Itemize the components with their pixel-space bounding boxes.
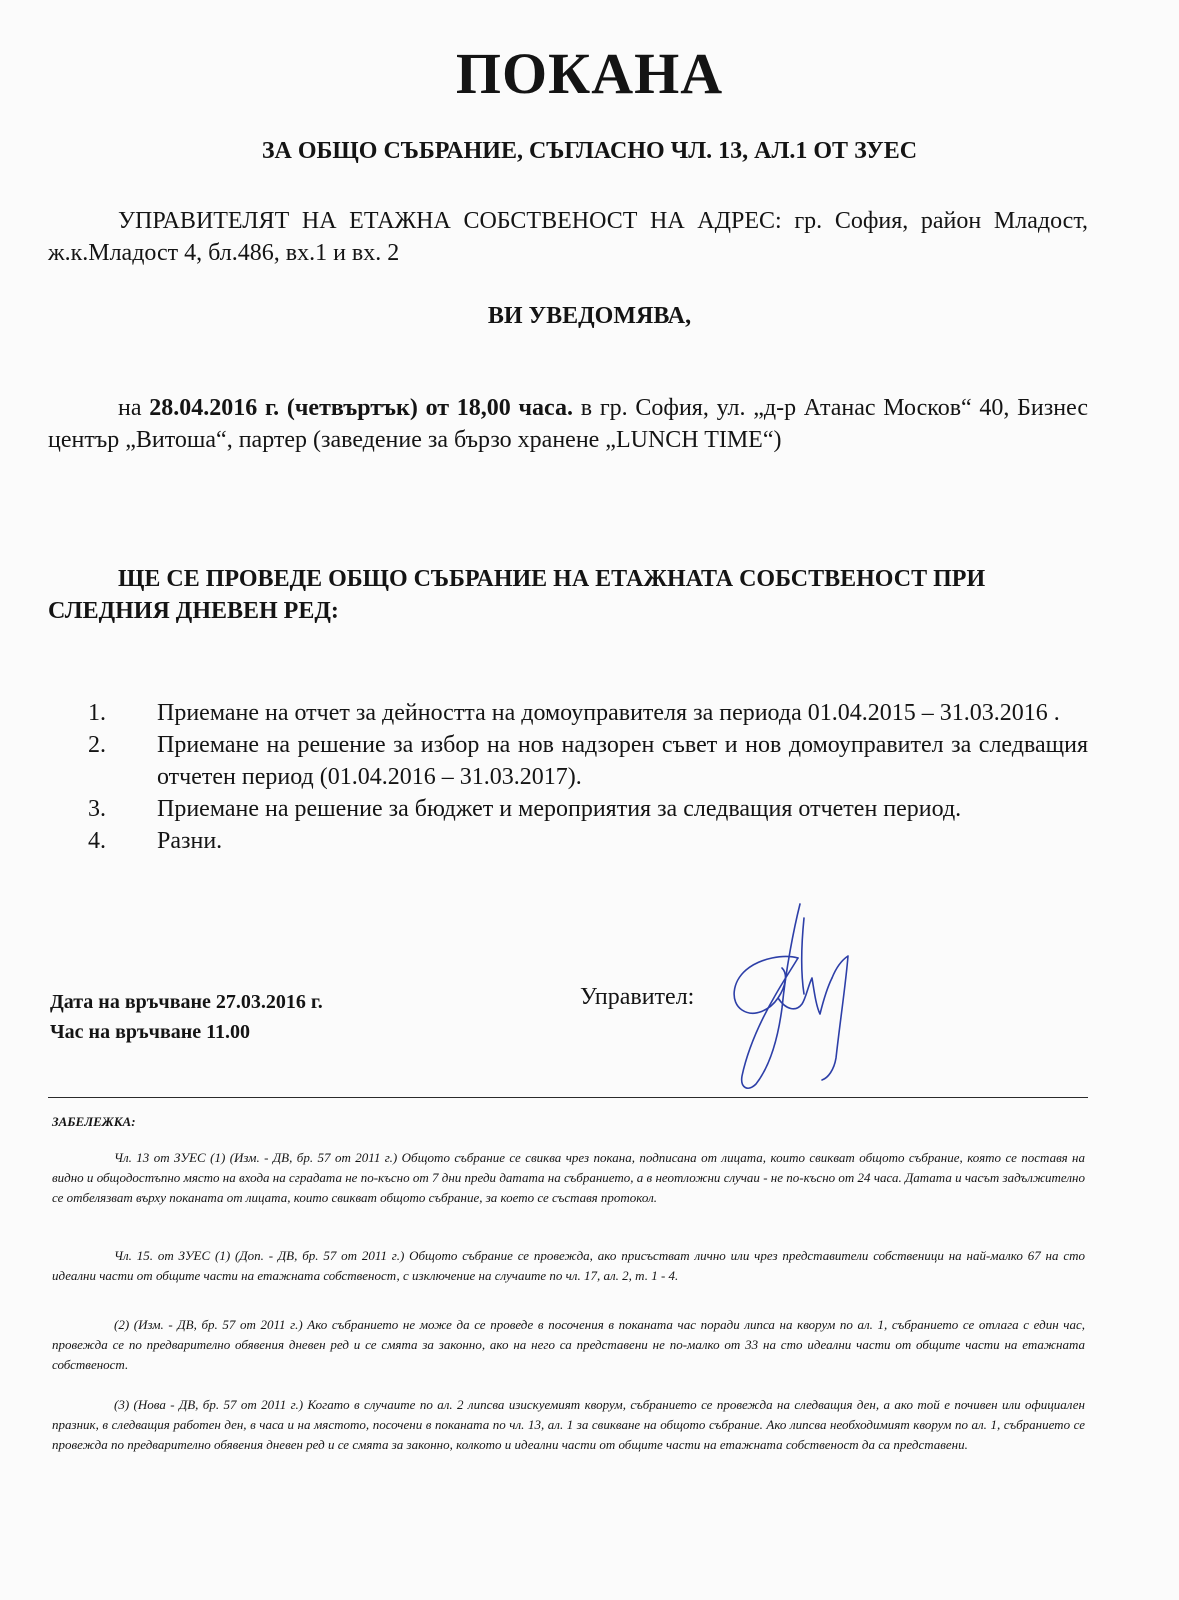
address-paragraph: УПРАВИТЕЛЯТ НА ЕТАЖНА СОБСТВЕНОСТ НА АДРЕС: гр. София, район Младост, ж.к.Младост 4, бл.486, вх.1 и вх. 2 xyxy=(48,208,1088,266)
divider-line xyxy=(48,1097,1088,1098)
agenda-item xyxy=(0,697,1179,729)
signature-stroke xyxy=(778,978,832,1014)
agenda-item-number: 2. xyxy=(88,732,106,758)
agenda-item-number: 4. xyxy=(88,828,106,854)
document-title: ПОКАНА xyxy=(455,41,724,106)
document-subtitle: ЗА ОБЩО СЪБРАНИЕ, СЪГЛАСНО ЧЛ. 13, АЛ.1 ОТ ЗУЕС xyxy=(261,138,918,164)
note-paragraph: (2) (Изм. - ДВ, бр. 57 от 2011 г.) Ако събранието не може да се проведе в посочения в поканата час поради липса на кворум по ал. 1, събранието се отлага с един час, провежда се по предварително обявения дневен ред и се смята за законно, ако на него са представени не по-малко от 33 на сто идеални части от общите части на етажната собственост. xyxy=(52,1317,1085,1372)
agenda-item-text: Приемане на отчет за дейността на домоуправителя за периода 01.04.2015 – 31.03.2016 . xyxy=(157,700,1060,726)
meeting-paragraph xyxy=(48,392,1088,456)
meeting-location: в гр. София, ул. „д-р Атанас Москов“ 40, Бизнес център „Витоша“, партер (заведение за бързо хранене „LUNCH TIME“) xyxy=(48,395,1088,453)
signature-stroke xyxy=(802,918,804,994)
agenda-item-number: 3. xyxy=(88,796,106,822)
agenda-item xyxy=(0,729,1179,793)
agenda-list xyxy=(0,697,1179,857)
agenda-item-text: Приемане на решение за избор на нов надзорен съвет и нов домоуправител за следващия отчетен период (01.04.2016 – 31.03.2017). xyxy=(157,732,1088,790)
agenda-item-number: 1. xyxy=(88,700,106,726)
note-paragraph: Чл. 15. от ЗУЕС (1) (Доп. - ДВ, бр. 57 от 2011 г.) Общото събрание се провежда, ако присъстват лично или чрез представители собственици на най-малко 67 на сто идеални части от общите части на етажната собственост, с изключение на случаите по чл. 17, ал. 2, т. 1 - 4. xyxy=(52,1248,1085,1283)
signature-stroke xyxy=(734,957,798,1014)
meeting-prefix: на xyxy=(118,395,150,421)
served-time: Час на връчване 11.00 xyxy=(50,1021,251,1043)
signature-stroke xyxy=(822,956,848,1080)
note-label: ЗАБЕЛЕЖКА: xyxy=(52,1114,136,1129)
signature-stroke xyxy=(742,904,800,1088)
manager-label: Управител: xyxy=(580,984,695,1010)
agenda-item xyxy=(0,825,1179,857)
signature-image xyxy=(708,898,868,1098)
meeting-datetime: 28.04.2016 г. (четвъртък) от 18,00 часа. xyxy=(149,395,574,421)
served-info xyxy=(50,987,323,1047)
agenda-item xyxy=(0,793,1179,825)
agenda-heading: ЩЕ СЕ ПРОВЕДЕ ОБЩО СЪБРАНИЕ НА ЕТАЖНАТА СОБСТВЕНОСТ ПРИ СЛЕДНИЯ ДНЕВЕН РЕД: xyxy=(48,566,986,624)
notify-heading: ВИ УВЕДОМЯВА, xyxy=(487,303,692,329)
agenda-item-text: Приемане на решение за бюджет и мероприятия за следващия отчетен период. xyxy=(157,796,962,822)
served-date: Дата на връчване 27.03.2016 г. xyxy=(50,991,323,1013)
note-paragraph: (3) (Нова - ДВ, бр. 57 от 2011 г.) Когато в случаите по ал. 2 липсва изискуемият кворум, събранието се провежда на следващия ден, а ако той е почивен или официален празник, в следващия работен ден, в часа и на мястото, посочени в поканата по чл. 13, ал. 1 за свикване на общото събрание. Ако липсва необходимият кворум по ал. 1, събранието се провежда по предварително обявения дневен ред и се смята за законно, колкото и идеални части от общите части на етажната собственост да са представени. xyxy=(52,1397,1085,1452)
note-paragraph: Чл. 13 от ЗУЕС (1) (Изм. - ДВ, бр. 57 от 2011 г.) Общото събрание се свиква чрез покана, подписана от лицата, които свикват общото събрание, която се поставя на видно и общодостъпно място на входа на сградата не по-късно от 7 дни преди датата на събранието, а в неотложни случаи - не по-късно от 24 часа. Датата и часът задължително се отбелязват върху поканата от лицата, които свикват общото събрание, за което се съставя протокол. xyxy=(52,1150,1085,1205)
agenda-item-text: Разни. xyxy=(157,828,223,854)
